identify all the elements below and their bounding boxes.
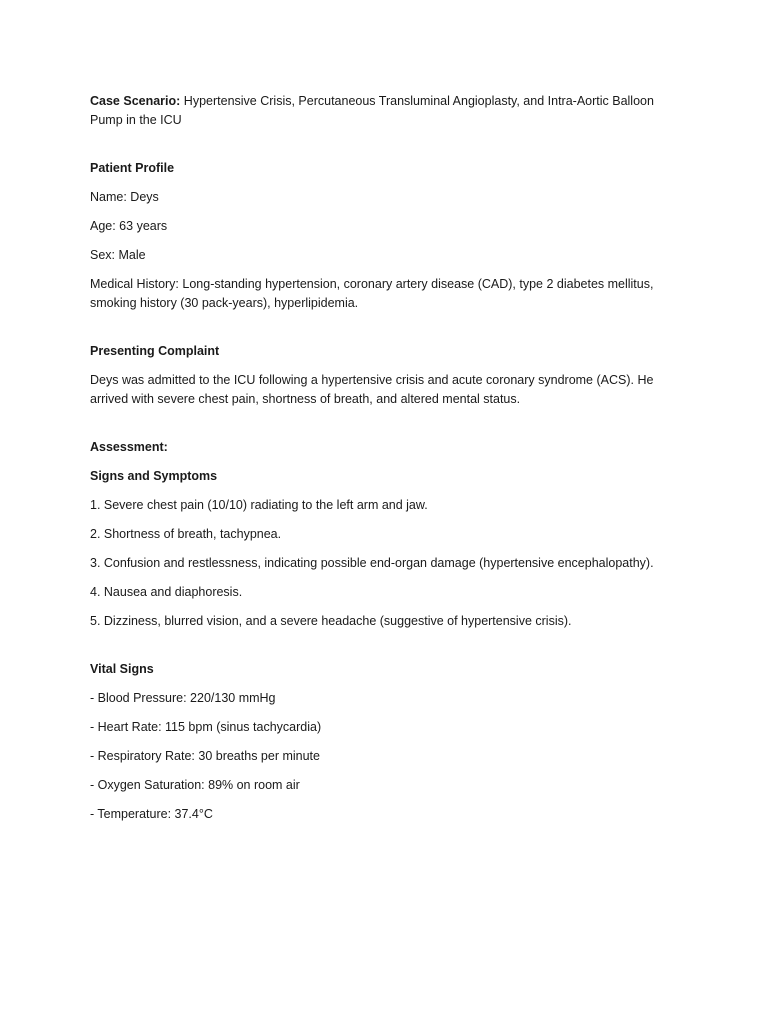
patient-sex: Sex: Male — [90, 248, 146, 262]
vital-signs-heading: Vital Signs — [90, 662, 154, 676]
symptom-item: 3. Confusion and restlessness, indicating possible end-organ damage (hypertensive encephalopathy). — [90, 556, 654, 570]
medical-history: Medical History: Long-standing hypertension, coronary artery disease (CAD), type 2 diabetes mellitus, smoking history (30 pack-years), hyperlipidemia. — [90, 277, 654, 310]
presenting-complaint-text: Deys was admitted to the ICU following a hypertensive crisis and acute coronary syndrome (ACS). He arrived with severe chest pain, shortness of breath, and altered mental status. — [90, 373, 654, 406]
symptom-item: 4. Nausea and diaphoresis. — [90, 585, 243, 599]
patient-name: Name: Deys — [90, 190, 159, 204]
symptom-item: 5. Dizziness, blurred vision, and a severe headache (suggestive of hypertensive crisis). — [90, 614, 572, 628]
case-title-text: Hypertensive Crisis, Percutaneous Transluminal Angioplasty, and Intra-Aortic Balloon Pump in the ICU — [90, 94, 654, 127]
document-page — [90, 92, 690, 834]
patient-age: Age: 63 years — [90, 219, 168, 233]
symptom-item: 1. Severe chest pain (10/10) radiating to the left arm and jaw. — [90, 498, 428, 512]
vital-sign-item: - Heart Rate: 115 bpm (sinus tachycardia) — [90, 720, 322, 734]
case-title-label: Case Scenario: — [90, 94, 181, 108]
vital-sign-item: - Respiratory Rate: 30 breaths per minute — [90, 749, 320, 763]
patient-profile-heading: Patient Profile — [90, 161, 175, 175]
vital-sign-item: - Oxygen Saturation: 89% on room air — [90, 778, 300, 792]
presenting-complaint-heading: Presenting Complaint — [90, 344, 220, 358]
case-title — [90, 92, 690, 130]
assessment-heading: Assessment: — [90, 440, 168, 454]
signs-symptoms-heading: Signs and Symptoms — [90, 469, 218, 483]
symptom-item: 2. Shortness of breath, tachypnea. — [90, 527, 282, 541]
vital-sign-item: - Blood Pressure: 220/130 mmHg — [90, 691, 276, 705]
vital-sign-item: - Temperature: 37.4°C — [90, 807, 213, 821]
